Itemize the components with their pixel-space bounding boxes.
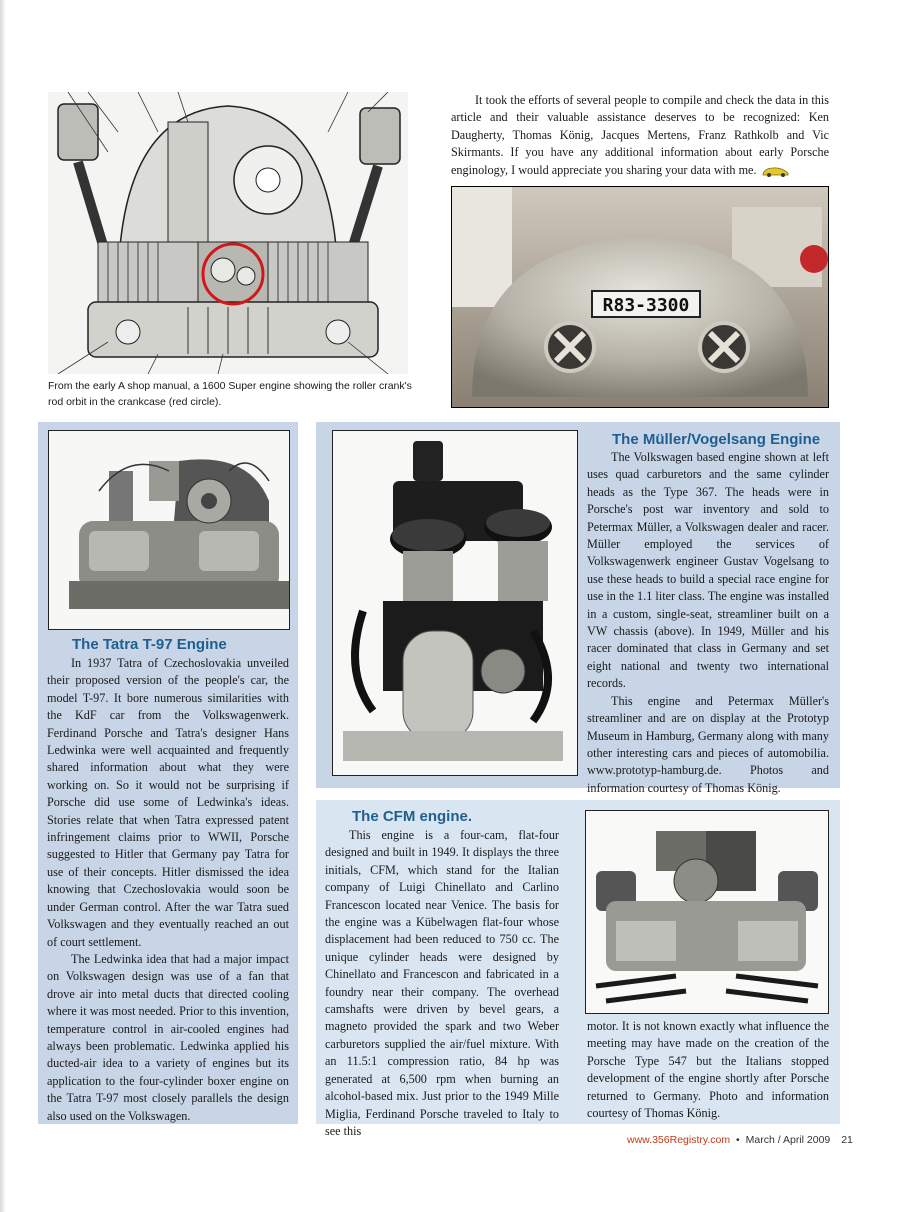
credits-text: It took the efforts of several people to compile and check the data in this article and their valuable assistance deserves to be recognized: Ken Daugherty, Thomas König, Jacques Mertens, Franz Rathkolb and Vic Skirmants. If you have any additional information about early Porsche enginology, I would appreciate you sharing your data with me.	[451, 93, 829, 177]
credits-text-block	[451, 92, 829, 179]
car-end-mark-icon	[761, 165, 791, 177]
page-footer	[627, 1134, 853, 1146]
muller-paragraph-1: The Volkswagen based engine shown at left uses quad carburetors and the same cylinder heads as the Type 367. The heads were in Porsche's post war inventory and sold to Petermax Müller, a Volkswagen dealer and racer. Müller employed the services of Volkswagenwerk engineer Gustav Vogelsang to use these heads to build a special race engine for use in the 1.1 liter class. The engine was installed in a custom, single-seat, streamliner built on a VW chassis (above). In 1949, Müller and his racer dominated that class in Germany and set eight national and twenty two international records.	[587, 450, 829, 691]
page-edge	[0, 0, 6, 1212]
tatra-body	[47, 655, 289, 1125]
footer-bullet: •	[736, 1134, 740, 1146]
muller-body	[587, 449, 829, 797]
cfm-paragraph-cont: motor. It is not known exactly what influence the meeting may have made on the creation of the Porsche Type 547 but the Italians stopped development of the engine shortly after Porsche returned to Germany. Photo and information courtesy of Thomas König.	[587, 1019, 829, 1121]
muller-paragraph-2: This engine and Petermax Müller's streamliner and are on display at the Prototyp Museum in Hamburg, Germany along with many other interesting cars and pieces of automobilia. www.prototyp-hamburg.de. Photos and information courtesy of Thomas König.	[587, 693, 829, 795]
top-caption: From the early A shop manual, a 1600 Super engine showing the roller crank's rod orbit in the crankcase (red circle).	[48, 380, 412, 408]
cfm-body-continued	[587, 1018, 829, 1122]
page-number: 21	[841, 1134, 853, 1146]
cfm-paragraph-main: This engine is a four-cam, flat-four designed and built in 1949. It displays the three initials, CFM, which stand for the Italian company of Luigi Chinellato and Carlino Francescon located near Venice. The basis for the engine was a Kübelwagen flat-four whose displacement had been reduced to 750 cc. The unique cylinder heads were designed by Chinellato and Francescon and fabricated in a foundry near their company. The overhead camshafts were driven by bevel gears, a magneto provided the spark and two Weber carburetors supplied the air/fuel mixture. With an 11.5:1 compression ratio, 84 hp was generated at 6,500 rpm when burning an alcohol-based mix. Just prior to the 1949 Mille Miglia, Ferdinand Porsche traveled to Italy to see this	[325, 828, 559, 1138]
tatra-paragraph-1: In 1937 Tatra of Czechoslovakia unveiled their proposed version of the people's car, the model T-97. It bore numerous similarities with the KdF car from the Volkswagenwerk. Ferdinand Porsche and Tatra's designer Hans Ledwinka were well acquainted and frequently shared information about what they were working on. So it would not be surprising if Porsche did use some of Ledwinka's ideas. Stories relate that when Tatra expressed patent infringement claims prior to WWII, Porsche suggested to Hitler that Germany pay Tatra for use of their concepts. Hitler dismissed the idea knowing that Czechoslovakia would soon be under German control. After the war Tatra sued Volkswagen and they eventually reached an out of court settlement.	[47, 656, 289, 949]
license-plate-text: R83-3300	[602, 295, 690, 316]
tatra-heading: The Tatra T-97 Engine	[72, 636, 227, 653]
cfm-body	[325, 827, 559, 1140]
tatra-engine-photo	[48, 430, 290, 630]
muller-heading: The Müller/Vogelsang Engine	[612, 431, 821, 448]
engine-cutaway-drawing	[48, 92, 408, 374]
footer-issue: March / April 2009	[745, 1134, 831, 1146]
cfm-heading: The CFM engine.	[352, 808, 472, 825]
muller-engine-photo	[332, 430, 578, 776]
cfm-engine-photo	[585, 810, 829, 1014]
tatra-paragraph-2: The Ledwinka idea that had a major impact on Volkswagen design was use of a fan that drove air into metal ducts that directed cooling where it was most needed. Prior to this invention, temperature control in air-cooled engines had always been problematic. Ledwinka applied his ducted-air idea to a variety of engines but its application to the four-cylinder boxer engine on the Tatra T-97 most closely parallels the design also used on the Volkswagen.	[47, 951, 289, 1123]
footer-url[interactable]: www.356Registry.com	[627, 1134, 731, 1146]
streamliner-photo	[451, 186, 829, 408]
